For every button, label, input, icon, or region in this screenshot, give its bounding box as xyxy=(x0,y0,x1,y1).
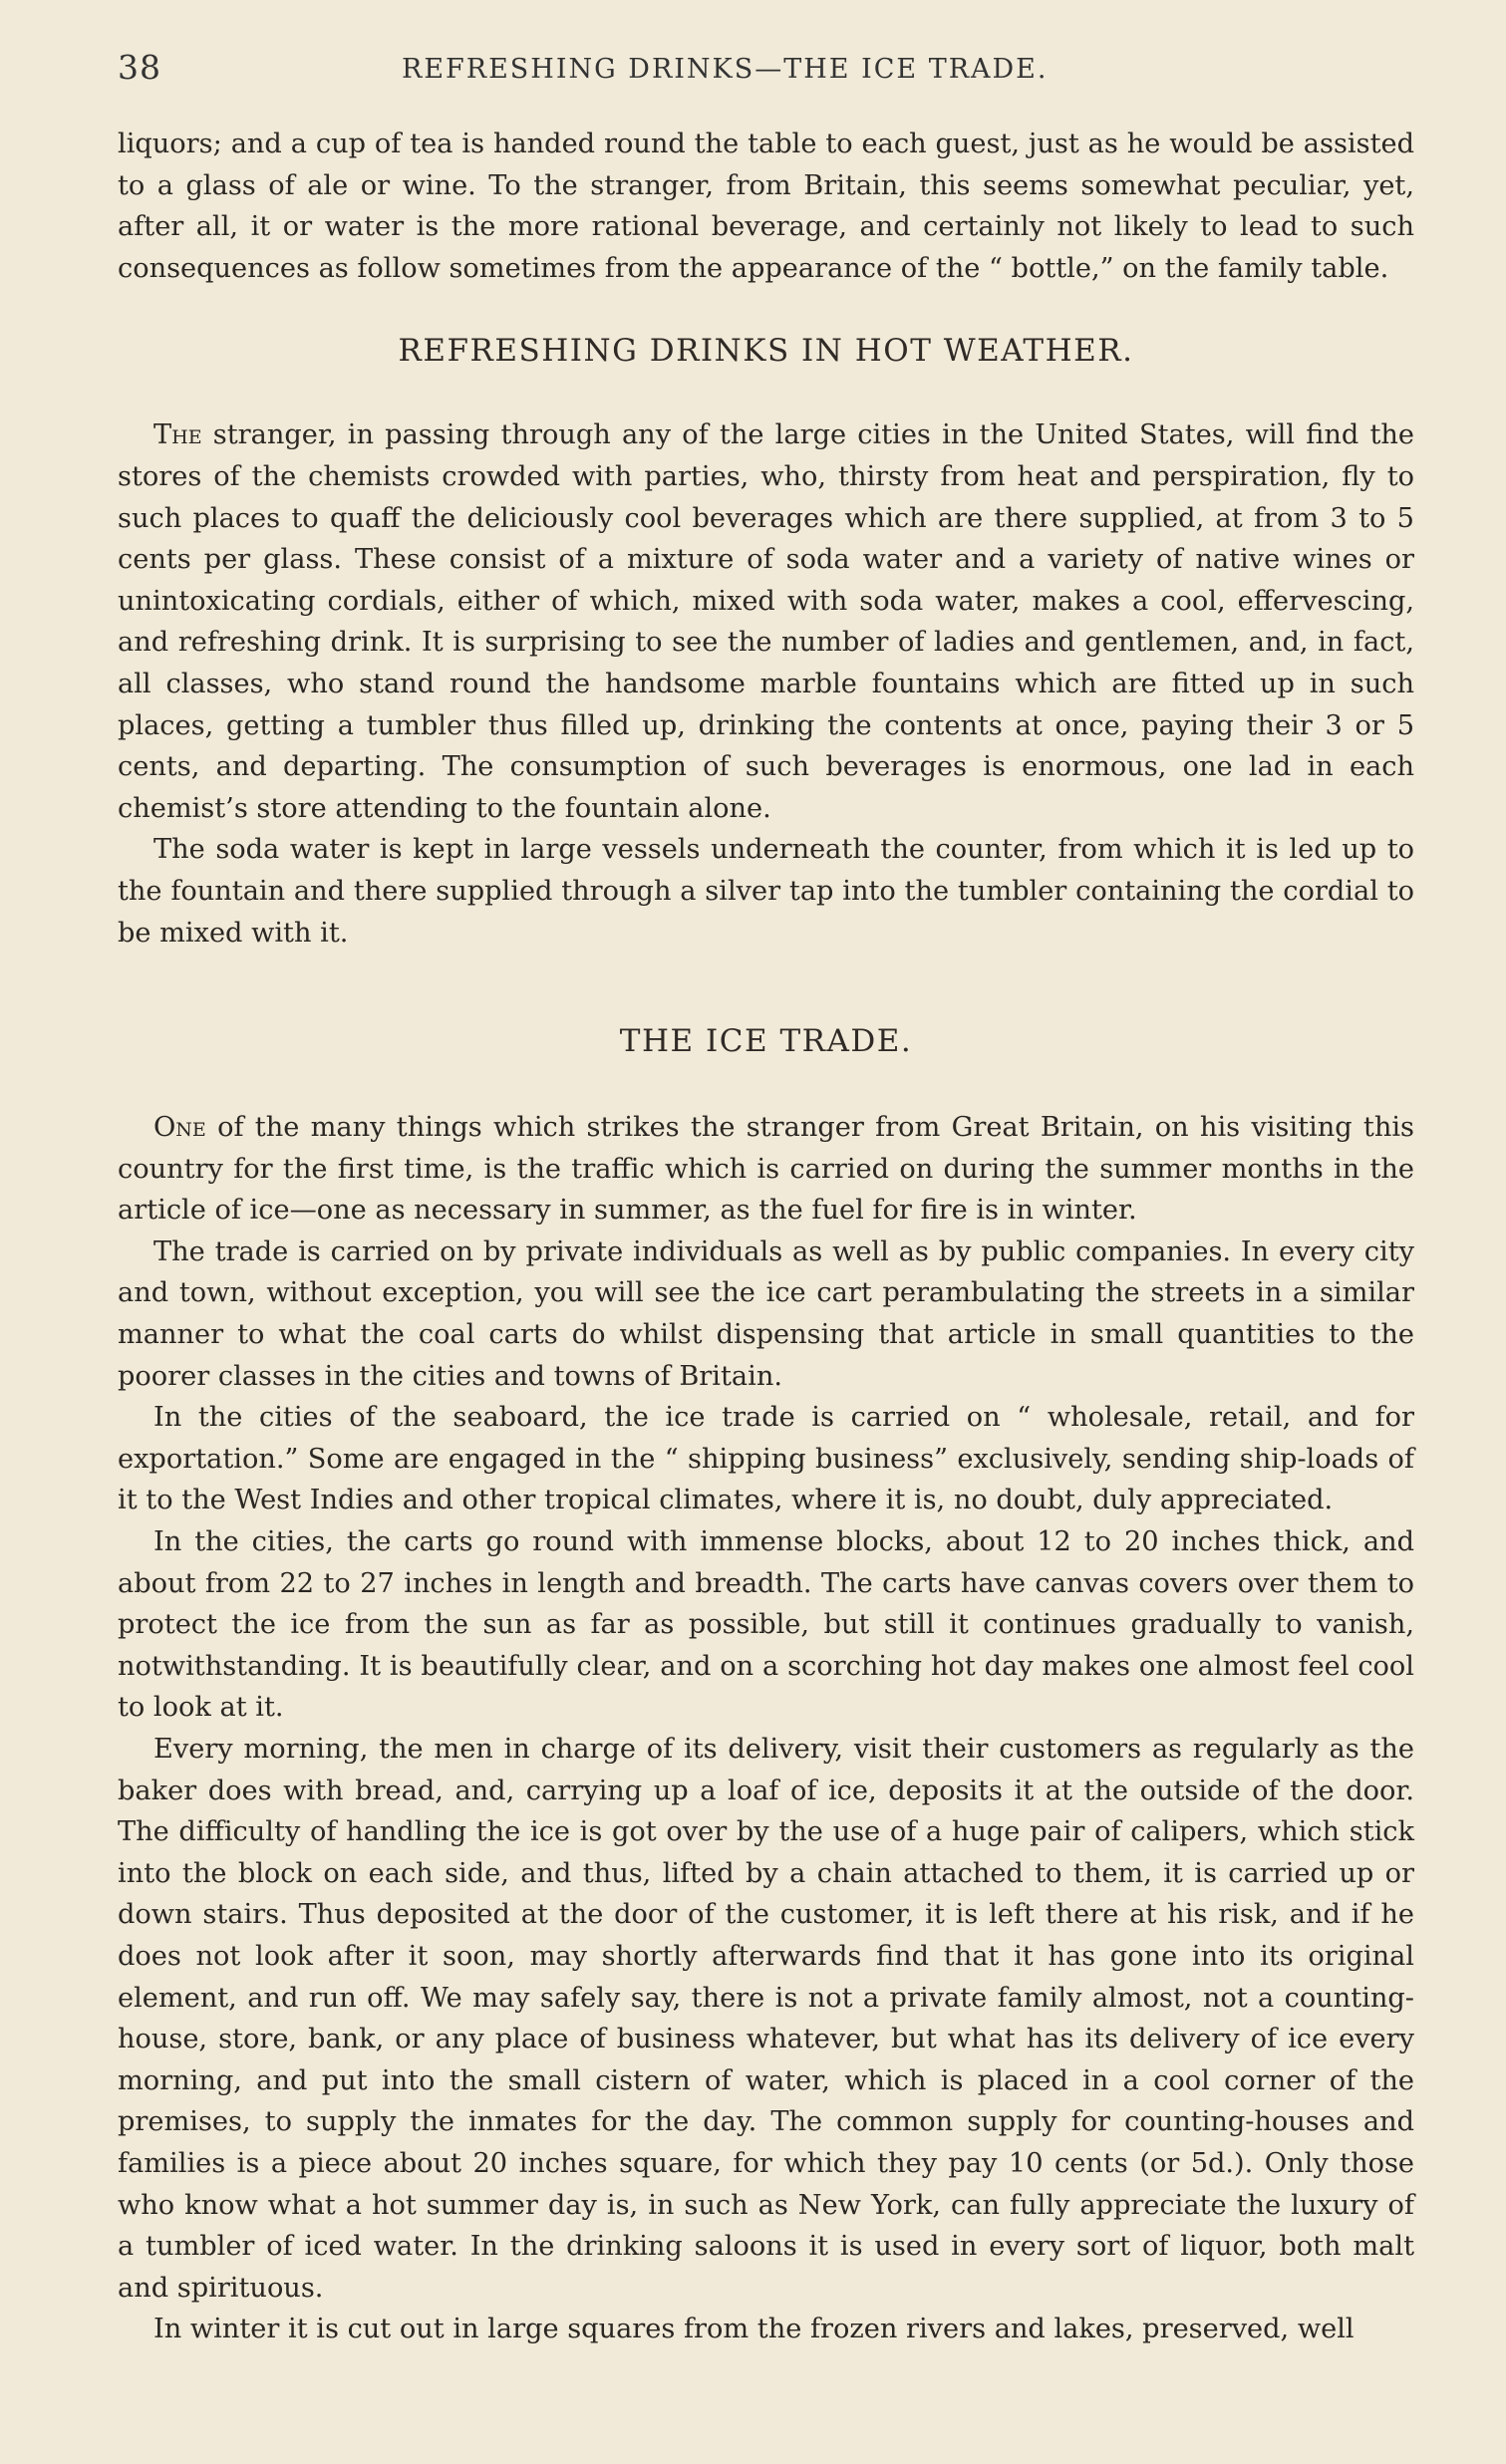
intro-paragraph: liquors; and a cup of tea is handed round the table to each guest, just as he would be assisted to a glass of ale or wine. To the stranger, from Britain, this seems somewhat peculiar, yet, after all, it or water is the more rational beverage, and certainly not likely to lead to such consequences as follow sometimes from the appearance of the “ bottle,” on the family table. xyxy=(118,129,1414,284)
ice-lead-word: One xyxy=(153,1112,206,1144)
drinks-paragraph-1 xyxy=(118,414,1414,829)
section-title-ice-trade: THE ICE TRADE. xyxy=(619,1023,913,1060)
ice-paragraph-1-body: of the many things which strikes the stranger from Great Britain, on his visiting this country for the first time, is the traffic which is carried on during the summer months in the article of ice—one as necessary in summer, as the fuel for fire is in winter. xyxy=(118,1112,1414,1227)
ice-paragraph-5: Every morning, the men in charge of its delivery, visit their customers as regularly as the baker does with bread, and, carrying up a loaf of ice, deposits it at the outside of the door. The difficulty of handling the ice is got over by the use of a huge pair of calipers, which stick into the block on each side, and thus, lifted by a chain attached to them, it is carried up or down stairs. Thus deposited at the door of the customer, it is left there at his risk, and if he does not look after it soon, may shortly afterwards find that it has gone into its original element, and run off. We may safely say, there is not a private family almost, not a counting-house, store, bank, or any place of business whatever, but what has its delivery of ice every morning, and put into the small cistern of water, which is placed in a cool corner of the premises, to supply the inmates for the day. The common supply for counting-houses and families is a piece about 20 inches square, for which they pay 10 cents (or 5d.). Only those who know what a hot summer day is, in such as New York, can fully appreciate the luxury of a tumbler of iced water. In the drinking saloons it is used in every sort of liquor, both malt and spirituous. xyxy=(118,1734,1414,2304)
ice-paragraph-4: In the cities, the carts go round with immense blocks, about 12 to 20 inches thick, and about from 22 to 27 inches in length and breadth. The carts have canvas covers over them to protect the ice from the sun as far as possible, but still it continues gradually to vanish, notwithstanding. It is beautifully clear, and on a scorching hot day makes one almost feel cool to look at it. xyxy=(118,1526,1414,1724)
running-title: REFRESHING DRINKS—THE ICE TRADE. xyxy=(402,54,1049,85)
running-head xyxy=(118,48,1414,92)
drinks-lead-word: The xyxy=(153,419,202,451)
drinks-paragraph-1-body: stranger, in passing through any of the large cities in the United States, will find the stores of the chemists crowded with parties, who, thirsty from heat and perspiration, fly to such places to quaff the deliciously cool beverages which are there supplied, at from 3 to 5 cents per glass. These consist of a mixture of soda water and a variety of native wines or unintoxicating cordials, either of which, mixed with soda water, makes a cool, effervescing, and refreshing drink. It is surprising to see the number of ladies and gentlemen, and, in fact, all classes, who stand round the handsome marble fountains which are fitted up in such places, getting a tumbler thus filled up, drinking the contents at once, paying their 3 or 5 cents, and departing. The consumption of such beverages is enormous, one lad in each chemist’s store attending to the fountain alone. xyxy=(118,419,1414,824)
ice-paragraph-3: In the cities of the seaboard, the ice trade is carried on “ wholesale, retail, and for exportation.” Some are engaged in the “ shipping business” exclusively, sending ship-loads of it to the West Indies and other tropical climates, where it is, no doubt, duly appreciated. xyxy=(118,1402,1414,1516)
ice-paragraph-1 xyxy=(118,1107,1414,1232)
ice-paragraph-6: In winter it is cut out in large squares from the frozen rivers and lakes, preserved, well xyxy=(153,2314,1355,2345)
page-number: 38 xyxy=(118,48,161,87)
drinks-paragraph-2: The soda water is kept in large vessels underneath the counter, from which it is led up to the fountain and there supplied through a silver tap into the tumbler containing the cordial to be mixed with it. xyxy=(118,834,1414,949)
ice-paragraph-2: The trade is carried on by private individuals as well as by public companies. In every city and town, without exception, you will see the ice cart perambulating the streets in a similar manner to what the coal carts do whilst dispensing that article in small quantities to the poorer classes in the cities and towns of Britain. xyxy=(118,1235,1414,1392)
section-title-refreshing-drinks: REFRESHING DRINKS IN HOT WEATHER. xyxy=(398,333,1134,370)
